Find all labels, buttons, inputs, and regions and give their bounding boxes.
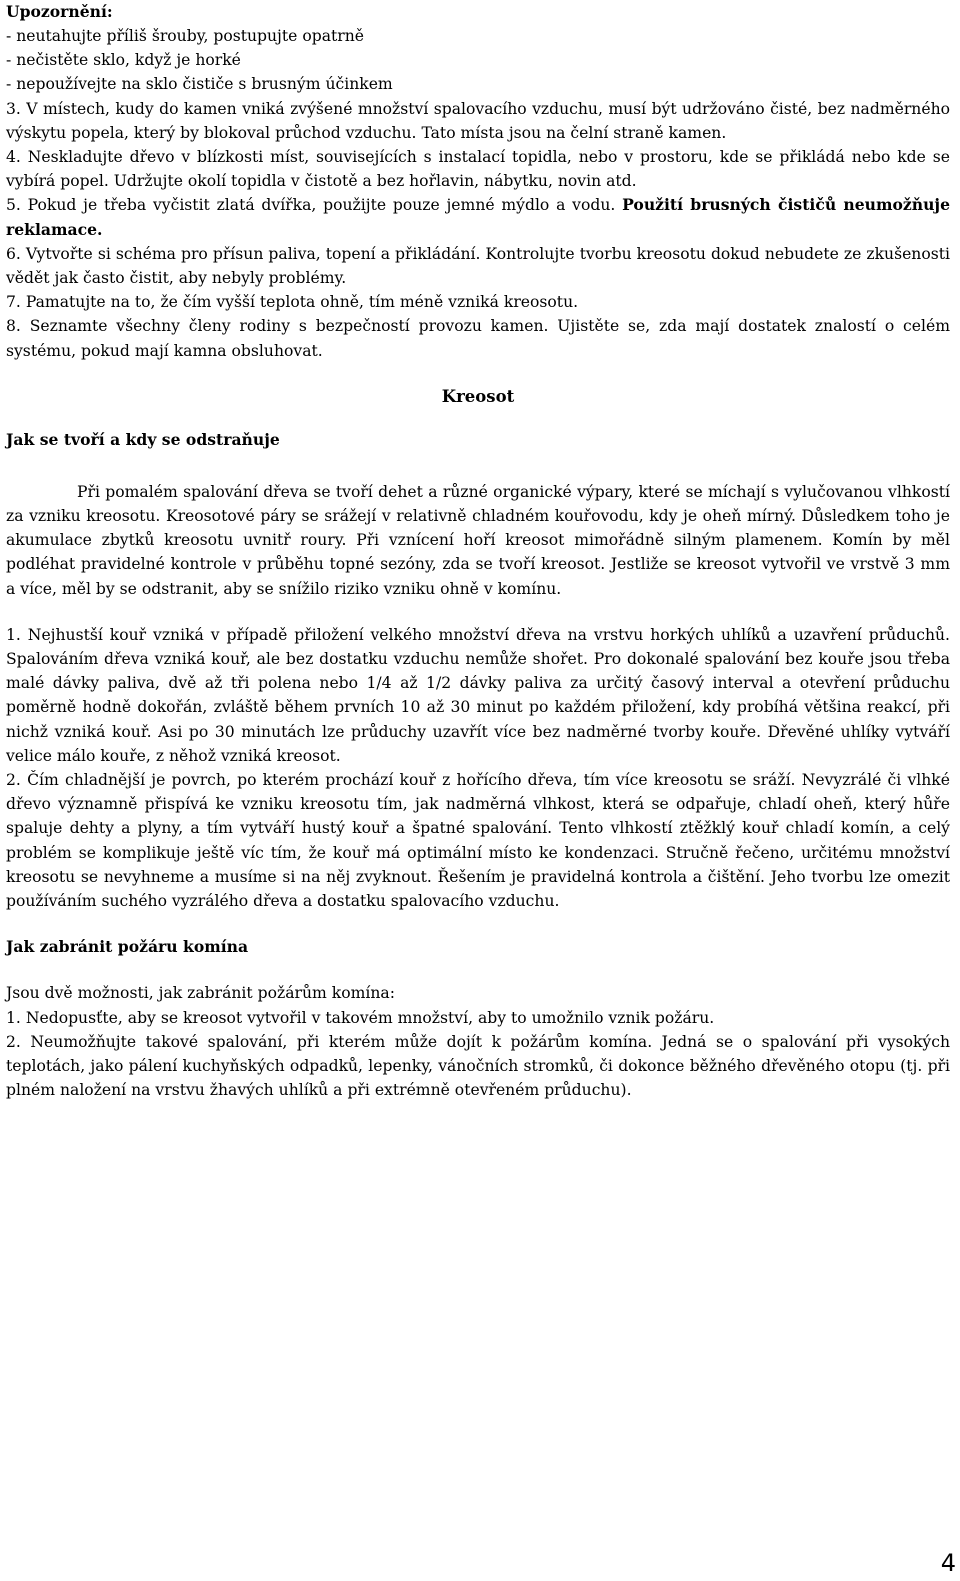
item-5-text: 5. Pokud je třeba vyčistit zlatá dvířka, použijte pouze jemné mýdlo a vodu. (6, 196, 623, 215)
warning-line: - neutahujte příliš šrouby, postupujte opatrně (6, 27, 365, 45)
item-8: 8. Seznamte všechny členy rodiny s bezpečností provozu kamen. Ujistěte se, zda mají dostatek znalostí o celém systému, pokud mají kamna obsluhovat. (6, 317, 950, 360)
warning-line: - nepoužívejte na sklo čističe s brusným účinkem (6, 75, 393, 94)
kreosot-point-1: 1. Nejhustší kouř vzniká v případě přiložení velkého množství dřeva na vrstvu horkých uhlíků a uzavření průduchů. Spalováním dřeva vzniká kouř, ale bez dostatku vzduchu nemůže shořet. Pro dokonalé spalování bez kouře jsou třeba malé dávky paliva, dvě až tři polena nebo 1/4 až 1/2 dávky paliva za určitý časový interval a otevření průduchu poměrně hodně dokořán, zvláště během prvních 10 až 30 minut po každém přiložení, kdy probíhá většina reakcí, při nichž vzniká kouř. Asi po 30 minutách lze průduchy uzavřít více bez nadměrné tvorby kouře. Dřevěné uhlíky vytváří velice málo kouře, z něhož vzniká kreosot. (6, 625, 950, 765)
item-4: 4. Neskladujte dřevo v blízkosti míst, souvisejících s instalací topidla, nebo v prostoru, kde se přikládá nebo kde se vybírá popel. Udržujte okolí topidla v čistotě a bez hořlavin, nábytku, novin atd. (6, 148, 950, 191)
kreosot-subheading: Jak se tvoří a kdy se odstraňuje (6, 429, 280, 449)
fire-intro: Jsou dvě možnosti, jak zabránit požárům komína: (6, 984, 395, 1003)
page-number: 4 (940, 1549, 956, 1577)
item-7: 7. Pamatujte na to, že čím vyšší teplota ohně, tím méně vzniká kreosotu. (6, 293, 579, 312)
warning-line: - nečistěte sklo, když je horké (6, 51, 241, 70)
document-page (6, 0, 950, 1102)
kreosot-point-2: 2. Čím chladnější je povrch, po kterém prochází kouř z hořícího dřeva, tím více kreosotu se sráží. Nevyzrálé či vlhké dřevo významně přispívá ke vzniku kreosotu tím, jak nadměrná vlhkost, která se odpařuje, chladí oheň, který hůře spaluje dehty a plyny, a tím vytváří hustý kouř a špatné spalování. Tento vlhkostí ztěžklý kouř chladí komín, a celý problém se komplikuje ještě víc tím, že kouř má optimální místo ke kondenzaci. Stručně řečeno, určitému množství kreosotu se nevyhneme a musíme si na něj zvyknout. Řešením je pravidelná kontrola a čištění. Jeho tvorbu lze omezit používáním suchého vyzrálého dřeva a dostatku spalovacího vzduchu. (6, 771, 950, 911)
kreosot-title: Kreosot (441, 386, 515, 406)
item-5 (6, 193, 950, 241)
fire-point-2: 2. Neumožňujte takové spalování, při kterém může dojít k požárům komína. Jedná se o spalování při vysokých teplotách, jako pálení kuchyňských odpadků, lepenky, vánočních stromků, či dokonce běžného dřevěného otopu (tj. při plném naložení na vrstvu žhavých uhlíků a při extrémně otevřeném průduchu). (6, 1032, 950, 1100)
kreosot-intro: Při pomalém spalování dřeva se tvoří dehet a různé organické výpary, které se míchají s vylučovanou vlhkostí za vzniku kreosotu. Kreosotové páry se srážejí v relativně chladném kouřovodu, kdy je oheň mírný. Důsledkem toho je akumulace zbytků kreosotu uvnitř roury. Při vznícení hoří kreosot mimořádně silným plamenem. Komín by měl podléhat pravidelné kontrole v průběhu topné sezóny, zda se tvoří kreosot. Jestliže se kreosot vytvořil ve vrstvě 3 mm a více, měl by se odstranit, aby se snížilo riziko vzniku ohně v komínu. (6, 482, 950, 598)
item-5-bold-note: Použití brusných čističů neumožňuje reklamace. (6, 195, 950, 239)
warning-title: Upozornění: (6, 2, 113, 21)
fire-point-1: 1. Nedopusťte, aby se kreosot vytvořil v takovém množství, aby to umožnilo vznik požáru. (6, 1008, 715, 1027)
fire-heading: Jak zabránit požáru komína (6, 937, 249, 957)
item-3: 3. V místech, kudy do kamen vniká zvýšené množství spalovacího vzduchu, musí být udržováno čisté, bez nadměrného výskytu popela, který by blokoval průchod vzduchu. Tato místa jsou na čelní straně kamen. (6, 99, 950, 142)
item-6: 6. Vytvořte si schéma pro přísun paliva, topení a přikládání. Kontrolujte tvorbu kreosotu dokud nebudete ze zkušenosti vědět jak často čistit, aby nebyly problémy. (6, 244, 950, 288)
